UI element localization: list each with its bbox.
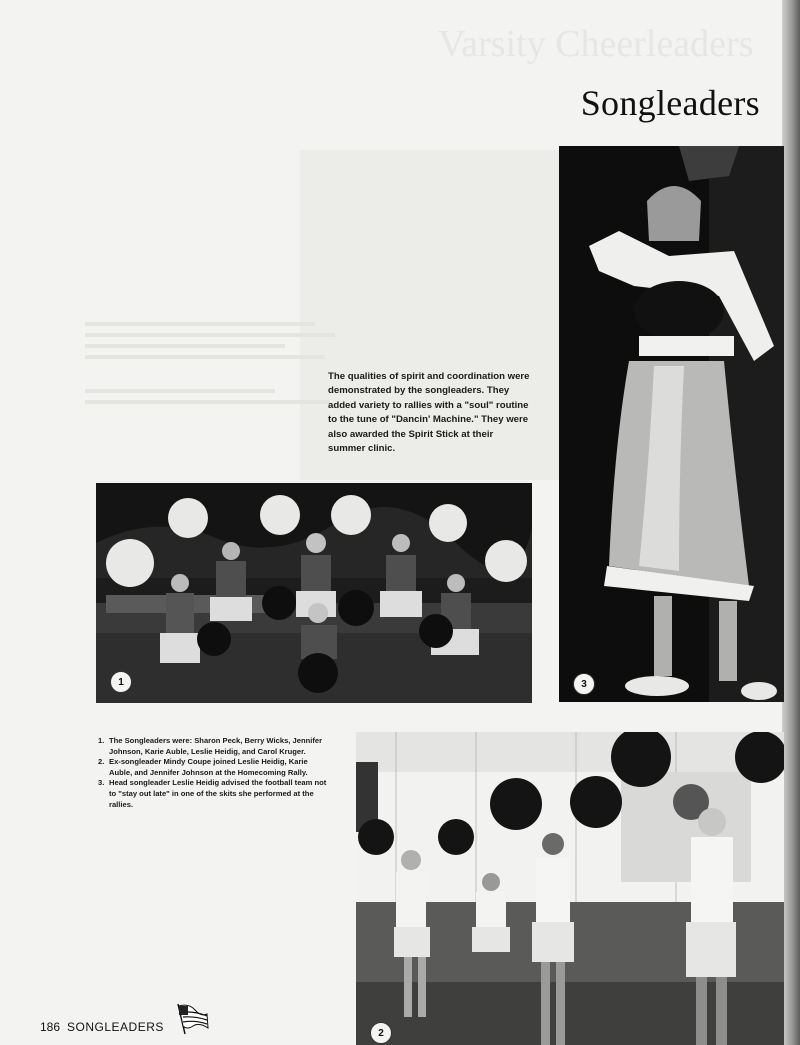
caption-number: 1.: [98, 736, 105, 745]
photo-costume-skit: [559, 146, 784, 702]
page-title: Songleaders: [580, 83, 760, 123]
photo-number-badge: 3: [573, 673, 595, 695]
page-footer: [40, 1014, 209, 1039]
bleed-through-heading: Varsity Cheerleaders: [438, 23, 754, 65]
page-number: 186: [40, 1019, 61, 1034]
caption-number: 3.: [98, 778, 105, 788]
intro-paragraph: The qualities of spirit and coordination were demonstrated by the songleaders. They added variety to rallies with a "soul" routine to the tune of "Dancin' Machine." They were also awarded the Spirit Stick at their summer clinic.: [328, 371, 530, 455]
photo-homecoming-rally: [356, 732, 784, 1045]
flag-icon: [175, 1002, 209, 1039]
photo-songleaders-group: [96, 483, 532, 703]
section-name: SONGLEADERS: [67, 1019, 164, 1034]
costume-photo-image: [559, 146, 784, 702]
caption-text: Head songleader Leslie Heidig advised the football team not to "stay out late" in one of the skits she performed at the rallies.: [109, 778, 327, 809]
caption-item: [98, 778, 330, 810]
rally-photo-image: [356, 732, 784, 1045]
photo-number-badge: 2: [370, 1022, 392, 1044]
caption-text: The Songleaders were: Sharon Peck, Berry Wicks, Jennifer Johnson, Karie Auble, Leslie Heidig, and Carol Kruger.: [109, 736, 323, 756]
photo-number-badge: 1: [110, 671, 132, 693]
caption-item: [98, 757, 330, 778]
bleed-through-text: [85, 322, 345, 411]
caption-item: [98, 736, 330, 757]
caption-text: Ex-songleader Mindy Coupe joined Leslie Heidig, Karie Auble, and Jennifer Johnson at the Homecoming Rally.: [109, 757, 308, 777]
group-photo-image: [96, 483, 532, 703]
photo-captions: [98, 736, 330, 810]
book-spine-shadow: [782, 0, 800, 1045]
caption-number: 2.: [98, 757, 105, 767]
